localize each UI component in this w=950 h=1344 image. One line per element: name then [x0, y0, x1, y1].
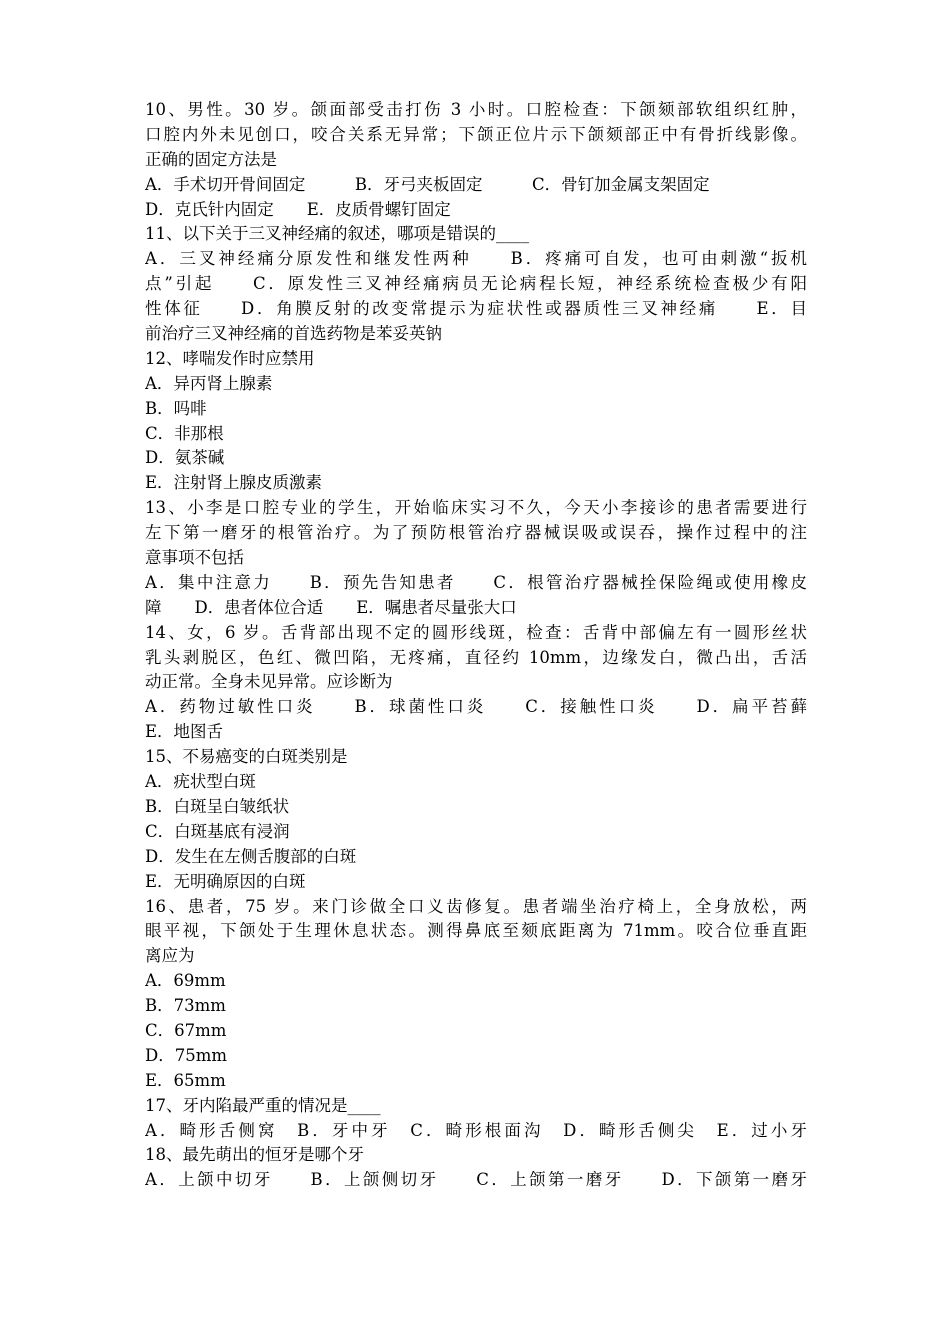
text-line: B．73mm [145, 996, 226, 1016]
text-line: 13、小李是口腔专业的学生，开始临床实习不久，今天小李接诊的患者需要进行 [145, 498, 807, 518]
text-line: D．75mm [145, 1045, 228, 1065]
text-line: D．氨茶碱 [145, 448, 225, 468]
question-text-block [145, 98, 807, 1193]
text-line: 乳头剥脱区，色红、微凹陷，无疼痛，直径约 10mm，边缘发白，微凸出，舌活 [145, 647, 807, 667]
text-line: 18、最先萌出的恒牙是哪个牙 [145, 1145, 364, 1165]
text-line: B．吗啡 [145, 398, 207, 418]
text-line: A．异丙肾上腺素 [145, 373, 273, 393]
text-line: A．上颌中切牙 B．上颌侧切牙 C．上颌第一磨牙 D．下颌第一磨牙 [145, 1170, 807, 1190]
text-line: E．地图舌 [145, 722, 224, 742]
text-line: A．三叉神经痛分原发性和继发性两种 B．疼痛可自发，也可由刺激“扳机 [145, 249, 807, 269]
text-line: D．克氏针内固定 E．皮质骨螺钉固定 [145, 199, 451, 219]
text-line: A．集中注意力 B．预先告知患者 C．根管治疗器械拴保险绳或使用橡皮 [145, 572, 807, 592]
text-line: 离应为 [145, 946, 195, 966]
text-line: 障 D．患者体位合适 E．嘱患者尽量张大口 [145, 597, 517, 617]
text-line: 11、以下关于三叉神经痛的叙述，哪项是错误的____ [145, 224, 529, 244]
text-line: 16、患者，75 岁。来门诊做全口义齿修复。患者端坐治疗椅上，全身放松，两 [145, 896, 807, 916]
text-line: 口腔内外未见创口，咬合关系无异常；下颌正位片示下颌颏部正中有骨折线影像。 [145, 124, 807, 144]
text-line: 意事项不包括 [145, 548, 244, 568]
text-line: 10、男性。30 岁。颌面部受击打伤 3 小时。口腔检查：下颌颏部软组织红肿， [145, 100, 807, 119]
text-line: A．药物过敏性口炎 B．球菌性口炎 C．接触性口炎 D．扁平苔藓 [145, 697, 807, 717]
text-line: E．无明确原因的白斑 [145, 871, 306, 891]
text-line: 动正常。全身未见异常。应诊断为 [145, 672, 393, 692]
text-line: 点”引起 C．原发性三叉神经痛病员无论病程长短，神经系统检查极少有阳 [145, 274, 807, 294]
text-line: E．65mm [145, 1070, 226, 1090]
text-line: 性体征 D．角膜反射的改变常提示为症状性或器质性三叉神经痛 E．目 [145, 299, 807, 319]
text-line: B．白斑呈白皱纸状 [145, 796, 290, 816]
text-line: C．非那根 [145, 423, 224, 443]
text-line: 15、不易癌变的白斑类别是 [145, 747, 348, 767]
text-line: D．发生在左侧舌腹部的白斑 [145, 846, 357, 866]
text-line: C．白斑基底有浸润 [145, 821, 290, 841]
text-line: 眼平视，下颌处于生理休息状态。测得鼻底至颏底距离为 71mm。咬合位垂直距 [145, 921, 807, 941]
text-line: A．69mm [145, 971, 226, 991]
text-line: 左下第一磨牙的根管治疗。为了预防根管治疗器械误吸或误吞，操作过程中的注 [145, 523, 807, 543]
text-line: A．畸形舌侧窝 B．牙中牙 C．畸形根面沟 D．畸形舌侧尖 E．过小牙 [145, 1120, 807, 1140]
text-line: 14、女，6 岁。舌背部出现不定的圆形线斑，检查：舌背中部偏左有一圆形丝状 [145, 622, 807, 642]
text-line: E．注射肾上腺皮质激素 [145, 473, 323, 493]
text-line: A．手术切开骨间固定 B．牙弓夹板固定 C．骨钉加金属支架固定 [145, 174, 710, 194]
text-line: 前治疗三叉神经痛的首选药物是苯妥英钠 [145, 324, 442, 344]
text-line: 正确的固定方法是 [145, 149, 277, 169]
text-line: 17、牙内陷最严重的情况是____ [145, 1095, 381, 1115]
text-line: A．疣状型白斑 [145, 772, 256, 792]
text-line: 12、哮喘发作时应禁用 [145, 348, 315, 368]
text-line: C．67mm [145, 1020, 227, 1040]
